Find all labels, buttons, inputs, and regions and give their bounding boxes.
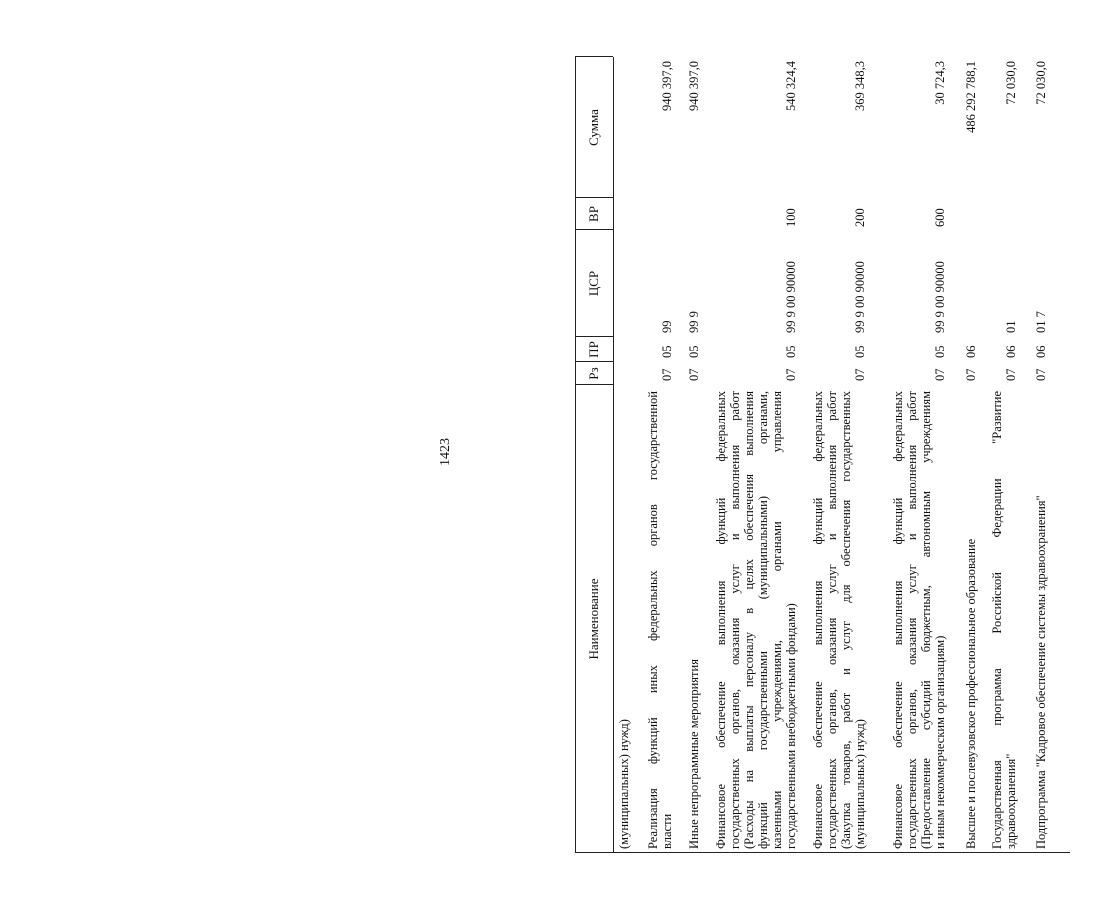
- row-name-line: функций государственными (муниципальными) органами,: [756, 391, 770, 849]
- row-sum: 72 030,0: [1034, 61, 1048, 105]
- row-csr: 99 9 00 90000: [784, 261, 798, 333]
- row-rz: 07: [964, 368, 978, 381]
- row-name-line: Финансовое обеспечение выполнения функций федеральных: [811, 391, 825, 849]
- row-csr: 01 7: [1034, 311, 1048, 333]
- header-bottom-border: [613, 57, 614, 853]
- row-name-line: государственных органов, оказания услуг и выполнения работ: [905, 391, 919, 849]
- row-name-line: здравоохранения": [1004, 753, 1018, 849]
- row-rz: 07: [687, 368, 701, 381]
- row-name-line: Государственная программа Российской Федерации "Развитие: [990, 391, 1004, 849]
- table-top-border: [575, 57, 576, 853]
- row-vr: 600: [933, 208, 947, 227]
- row-vr: 200: [853, 208, 867, 227]
- row-pr: 05: [933, 345, 947, 358]
- row-sum: 940 397,0: [687, 61, 701, 111]
- row-pr: 05: [853, 345, 867, 358]
- header-csr: ЦСР: [586, 270, 601, 297]
- row-name-line: (Расходы на выплаты персоналу в целях обеспечения выполнения: [742, 391, 756, 849]
- row-rz: 07: [1034, 368, 1048, 381]
- continuation-text: (муниципальных) нужд): [617, 719, 631, 849]
- row-csr: 99: [660, 320, 674, 333]
- header-rz: Рз: [586, 367, 601, 380]
- row-name-line: (муниципальных) нужд): [853, 719, 867, 849]
- row-pr: 05: [687, 345, 701, 358]
- row-sum: 369 348,3: [853, 61, 867, 111]
- row-name-line: казенными учреждениями, органами управления: [770, 391, 784, 849]
- row-pr: 06: [964, 345, 978, 358]
- row-csr: 99 9 00 90000: [933, 261, 947, 333]
- budget-table: [575, 55, 1095, 855]
- row-name-line: Высшее и послевузовское профессиональное образование: [964, 538, 978, 849]
- header-name: Наименование: [586, 578, 601, 660]
- row-name-line: Реализация функций иных федеральных органов государственной: [646, 391, 660, 849]
- row-rz: 07: [853, 368, 867, 381]
- row-sum: 540 324,4: [784, 61, 798, 111]
- header-vr: ВР: [586, 206, 601, 222]
- table-left-border: [575, 852, 1070, 853]
- page-number: 1423: [438, 438, 453, 466]
- row-sum: 30 724,3: [933, 61, 947, 105]
- row-rz: 07: [933, 368, 947, 381]
- row-name-line: и иным некоммерческим организациям): [933, 635, 947, 849]
- row-rz: 07: [660, 368, 674, 381]
- row-pr: 05: [784, 345, 798, 358]
- row-csr: 99 9 00 90000: [853, 261, 867, 333]
- row-name-line: (Предоставление субсидий бюджетным, автономным учреждениям: [919, 391, 933, 849]
- row-name-line: государственных органов, оказания услуг и выполнения работ: [825, 391, 839, 849]
- row-pr: 06: [1004, 345, 1018, 358]
- row-name-line: государственными внебюджетными фондами): [784, 603, 798, 849]
- row-name-line: Подпрограмма "Кадровое обеспечение системы здравоохранения": [1034, 495, 1048, 849]
- row-sum: 940 397,0: [660, 61, 674, 111]
- row-csr: 01: [1004, 320, 1018, 333]
- header-sum: Сумма: [586, 109, 601, 146]
- row-name-line: власти: [660, 813, 674, 849]
- row-csr: 99 9: [687, 311, 701, 333]
- row-rz: 07: [1004, 368, 1018, 381]
- row-name-line: государственных органов, оказания услуг и выполнения работ: [728, 391, 742, 849]
- row-name-line: Иные непрограммные мероприятия: [687, 659, 701, 849]
- row-vr: 100: [784, 208, 798, 227]
- row-sum: 72 030,0: [1004, 61, 1018, 105]
- row-rz: 07: [784, 368, 798, 381]
- row-name-line: (Закупка товаров, работ и услуг для обеспечения государственных: [839, 391, 853, 849]
- header-pr: ПР: [586, 341, 601, 358]
- row-pr: 05: [660, 345, 674, 358]
- row-name-line: Финансовое обеспечение выполнения функций федеральных: [714, 391, 728, 849]
- row-name-line: Финансовое обеспечение выполнения функций федеральных: [891, 391, 905, 849]
- row-pr: 06: [1034, 345, 1048, 358]
- row-sum: 486 292 788,1: [964, 61, 978, 133]
